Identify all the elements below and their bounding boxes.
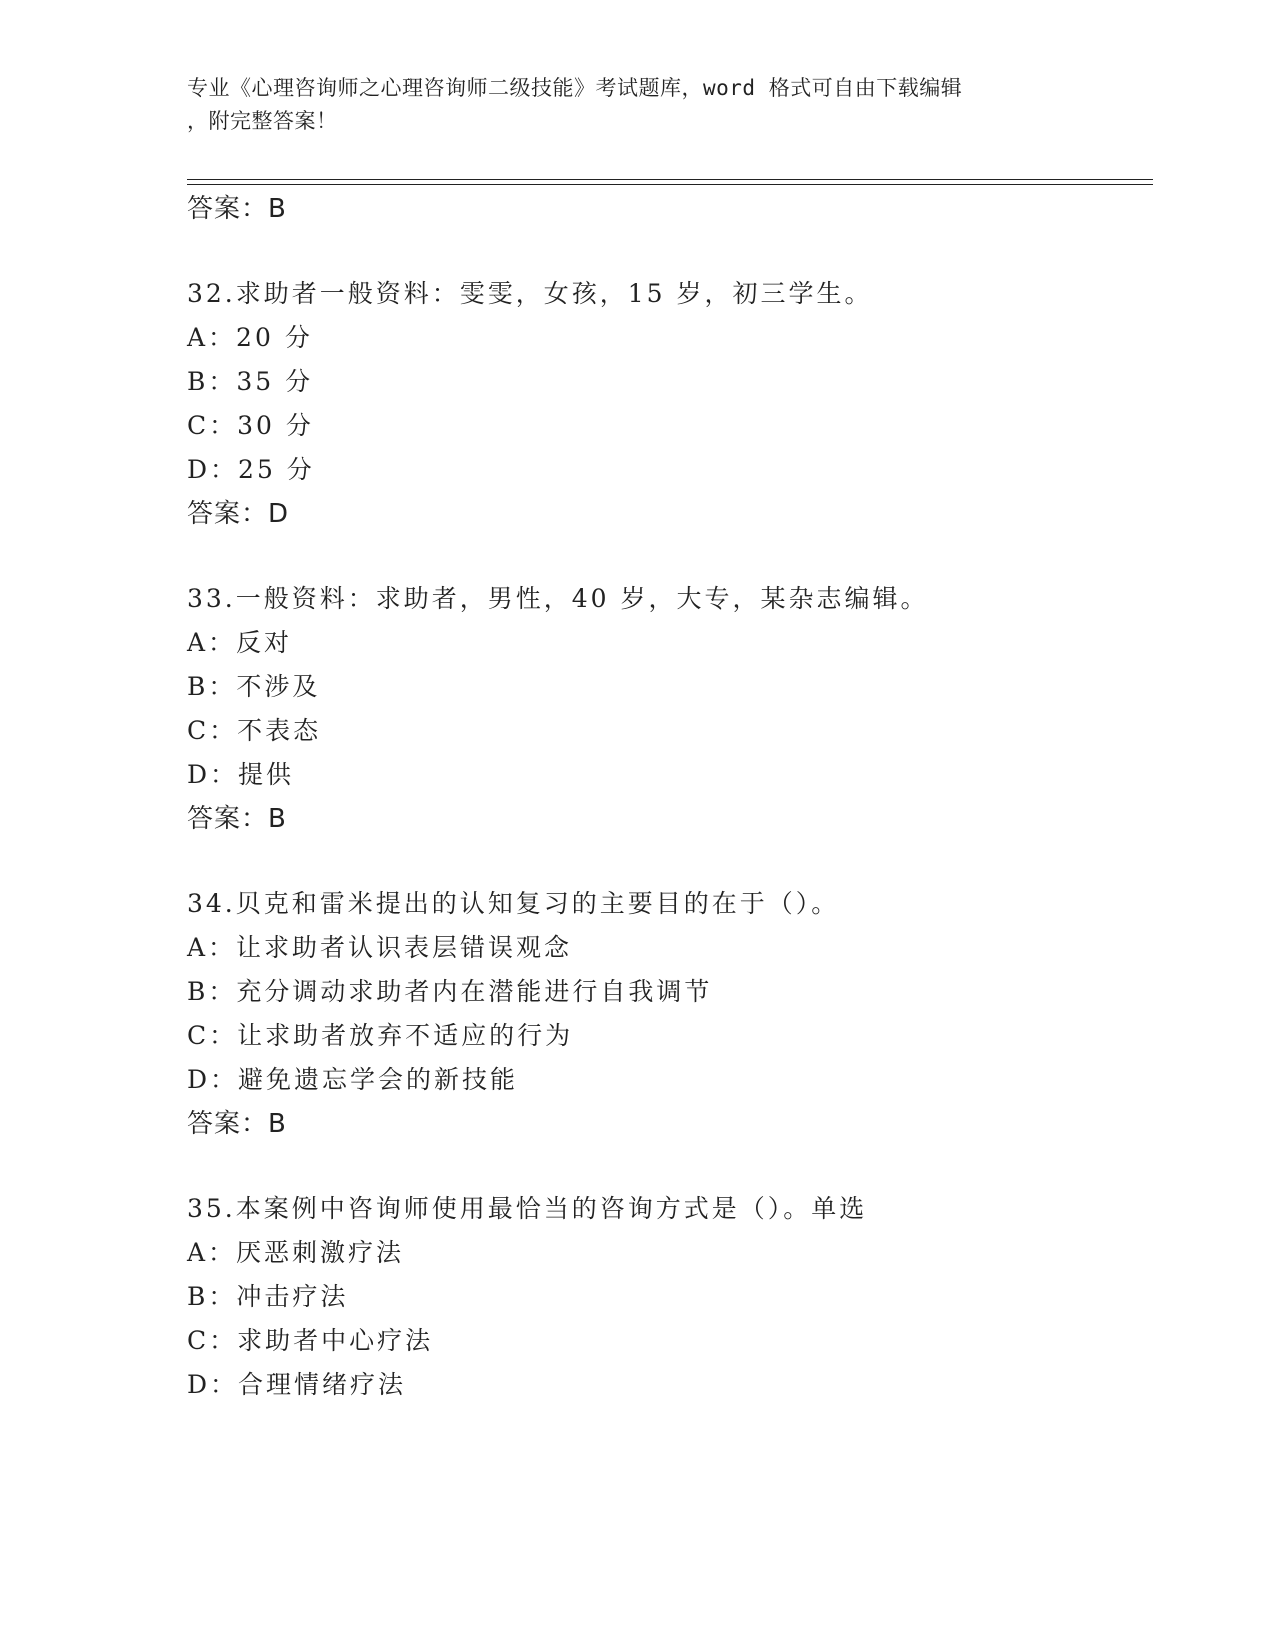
answer-line — [187, 188, 287, 225]
answer-value: B — [268, 1109, 287, 1139]
question-stem: 33.一般资料：求助者，男性，40 岁，大专，某杂志编辑。 — [187, 584, 929, 613]
header-rule-top — [187, 179, 1153, 180]
question-stem: 35.本案例中咨询师使用最恰当的咨询方式是（）。单选 — [187, 1194, 868, 1223]
option-b: B：充分调动求助者内在潜能进行自我调节 — [187, 977, 713, 1006]
answer-label: 答案： — [187, 194, 269, 224]
option-b: B：不涉及 — [187, 672, 321, 701]
option-b: B：35 分 — [187, 367, 314, 396]
question-stem: 32.求助者一般资料：雯雯，女孩，15 岁，初三学生。 — [187, 279, 873, 308]
answer-line — [187, 1103, 287, 1140]
option-a: A：让求助者认识表层错误观念 — [187, 933, 573, 962]
answer-label: 答案： — [187, 804, 269, 834]
option-c: C：求助者中心疗法 — [187, 1326, 434, 1355]
header-rule-bottom — [187, 184, 1153, 185]
answer-value: B — [268, 804, 287, 834]
answer-line — [187, 798, 287, 835]
option-a: A：厌恶刺激疗法 — [187, 1238, 405, 1267]
option-d: D：提供 — [187, 760, 295, 789]
option-d: D：合理情绪疗法 — [187, 1370, 407, 1399]
option-d: D：避免遗忘学会的新技能 — [187, 1065, 519, 1094]
answer-line — [187, 493, 289, 530]
answer-value: D — [268, 499, 290, 529]
page-header — [187, 72, 1087, 138]
question-stem: 34.贝克和雷米提出的认知复习的主要目的在于（）。 — [187, 889, 840, 918]
option-a: A：反对 — [187, 628, 293, 657]
option-d: D：25 分 — [187, 455, 315, 484]
option-b: B：冲击疗法 — [187, 1282, 349, 1311]
option-c: C：30 分 — [187, 411, 314, 440]
answer-label: 答案： — [187, 1109, 269, 1139]
option-c: C：不表态 — [187, 716, 322, 745]
option-c: C：让求助者放弃不适应的行为 — [187, 1021, 574, 1050]
header-line-1: 专业《心理咨询师之心理咨询师二级技能》考试题库，word 格式可自由下载编辑 — [187, 76, 963, 100]
answer-label: 答案： — [187, 499, 269, 529]
answer-value: B — [268, 194, 287, 224]
option-a: A：20 分 — [187, 323, 313, 352]
header-line-2: ，附完整答案！ — [187, 109, 338, 133]
